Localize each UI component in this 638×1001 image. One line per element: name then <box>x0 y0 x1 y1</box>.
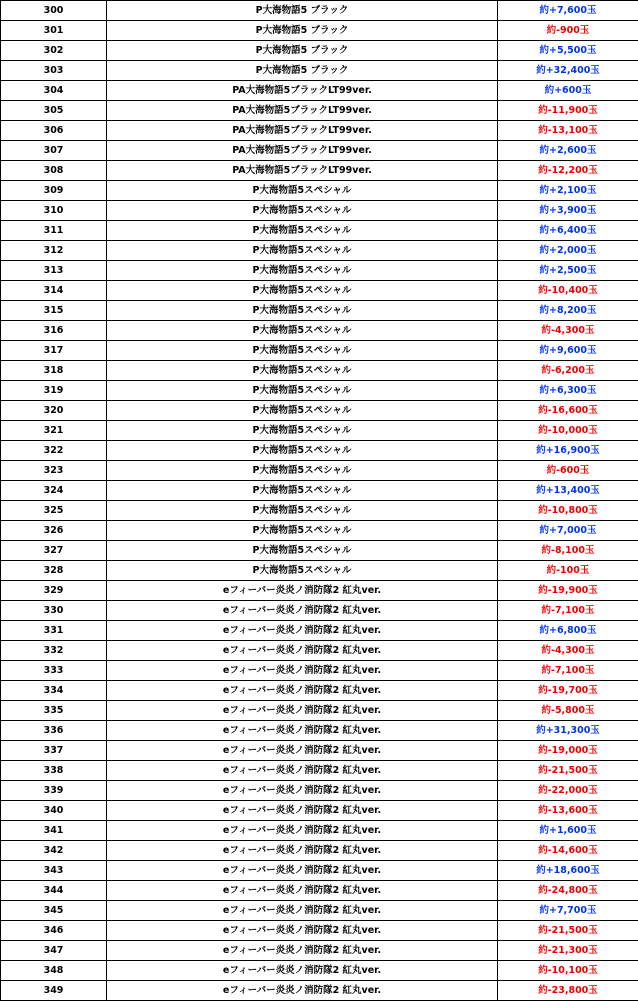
machine-name-cell: P大海物語5スペシャル <box>107 421 498 441</box>
machine-number-cell: 336 <box>1 721 107 741</box>
machine-number-cell: 338 <box>1 761 107 781</box>
result-cell: 約-13,100玉 <box>498 121 638 141</box>
machine-name-cell: P大海物語5 ブラック <box>107 21 498 41</box>
machine-name-cell: PA大海物語5ブラックLT99ver. <box>107 101 498 121</box>
table-row <box>1 21 638 41</box>
machine-number-cell: 323 <box>1 461 107 481</box>
machine-number-cell: 314 <box>1 281 107 301</box>
table-row <box>1 381 638 401</box>
result-cell: 約+6,800玉 <box>498 621 638 641</box>
machine-name-cell: P大海物語5スペシャル <box>107 301 498 321</box>
result-cell: 約+7,600玉 <box>498 1 638 21</box>
result-cell: 約+8,200玉 <box>498 301 638 321</box>
result-cell: 約+16,900玉 <box>498 441 638 461</box>
result-cell: 約+1,600玉 <box>498 821 638 841</box>
table-row <box>1 761 638 781</box>
machine-name-cell: P大海物語5スペシャル <box>107 521 498 541</box>
machine-name-cell: eフィーバー炎炎ノ消防隊2 紅丸ver. <box>107 901 498 921</box>
machine-number-cell: 313 <box>1 261 107 281</box>
table-row <box>1 541 638 561</box>
result-cell: 約-13,600玉 <box>498 801 638 821</box>
table-row <box>1 721 638 741</box>
table-row <box>1 841 638 861</box>
table-row <box>1 941 638 961</box>
machine-name-cell: eフィーバー炎炎ノ消防隊2 紅丸ver. <box>107 641 498 661</box>
table-row <box>1 561 638 581</box>
machine-name-cell: eフィーバー炎炎ノ消防隊2 紅丸ver. <box>107 581 498 601</box>
table-row <box>1 341 638 361</box>
machine-number-cell: 303 <box>1 61 107 81</box>
result-cell: 約+9,600玉 <box>498 341 638 361</box>
machine-number-cell: 320 <box>1 401 107 421</box>
table-row <box>1 481 638 501</box>
machine-name-cell: P大海物語5スペシャル <box>107 561 498 581</box>
machine-number-cell: 304 <box>1 81 107 101</box>
machine-name-cell: PA大海物語5ブラックLT99ver. <box>107 141 498 161</box>
machine-name-cell: eフィーバー炎炎ノ消防隊2 紅丸ver. <box>107 781 498 801</box>
machine-number-cell: 344 <box>1 881 107 901</box>
machine-number-cell: 300 <box>1 1 107 21</box>
table-row <box>1 141 638 161</box>
table-row <box>1 101 638 121</box>
table-row <box>1 41 638 61</box>
result-cell: 約-6,200玉 <box>498 361 638 381</box>
machine-name-cell: eフィーバー炎炎ノ消防隊2 紅丸ver. <box>107 801 498 821</box>
table-row <box>1 201 638 221</box>
result-cell: 約+13,400玉 <box>498 481 638 501</box>
machine-number-cell: 312 <box>1 241 107 261</box>
machine-name-cell: P大海物語5スペシャル <box>107 321 498 341</box>
table-row <box>1 221 638 241</box>
machine-name-cell: eフィーバー炎炎ノ消防隊2 紅丸ver. <box>107 701 498 721</box>
machine-number-cell: 329 <box>1 581 107 601</box>
machine-name-cell: P大海物語5スペシャル <box>107 201 498 221</box>
machine-name-cell: P大海物語5スペシャル <box>107 481 498 501</box>
table-row <box>1 781 638 801</box>
machine-number-cell: 347 <box>1 941 107 961</box>
machine-number-cell: 339 <box>1 781 107 801</box>
machine-number-cell: 326 <box>1 521 107 541</box>
machine-number-cell: 305 <box>1 101 107 121</box>
table-row <box>1 321 638 341</box>
table-row <box>1 261 638 281</box>
machine-number-cell: 334 <box>1 681 107 701</box>
machine-name-cell: eフィーバー炎炎ノ消防隊2 紅丸ver. <box>107 961 498 981</box>
result-cell: 約-7,100玉 <box>498 661 638 681</box>
result-cell: 約-24,800玉 <box>498 881 638 901</box>
machine-number-cell: 306 <box>1 121 107 141</box>
table-row <box>1 281 638 301</box>
table-row <box>1 501 638 521</box>
table-row <box>1 461 638 481</box>
machine-name-cell: eフィーバー炎炎ノ消防隊2 紅丸ver. <box>107 821 498 841</box>
result-cell: 約-21,500玉 <box>498 921 638 941</box>
machine-number-cell: 318 <box>1 361 107 381</box>
result-cell: 約-16,600玉 <box>498 401 638 421</box>
machine-number-cell: 341 <box>1 821 107 841</box>
table-row <box>1 741 638 761</box>
machine-number-cell: 302 <box>1 41 107 61</box>
machine-name-cell: P大海物語5スペシャル <box>107 361 498 381</box>
machine-name-cell: eフィーバー炎炎ノ消防隊2 紅丸ver. <box>107 981 498 1001</box>
result-cell: 約+18,600玉 <box>498 861 638 881</box>
machine-name-cell: P大海物語5 ブラック <box>107 41 498 61</box>
table-row <box>1 181 638 201</box>
machine-number-cell: 345 <box>1 901 107 921</box>
machine-number-cell: 310 <box>1 201 107 221</box>
result-cell: 約+6,300玉 <box>498 381 638 401</box>
table-row <box>1 1 638 21</box>
result-cell: 約+3,900玉 <box>498 201 638 221</box>
table-row <box>1 861 638 881</box>
table-row <box>1 701 638 721</box>
machine-number-cell: 348 <box>1 961 107 981</box>
table-row <box>1 921 638 941</box>
result-cell: 約+32,400玉 <box>498 61 638 81</box>
machine-name-cell: P大海物語5スペシャル <box>107 281 498 301</box>
machine-name-cell: eフィーバー炎炎ノ消防隊2 紅丸ver. <box>107 681 498 701</box>
machine-number-cell: 308 <box>1 161 107 181</box>
machine-number-cell: 317 <box>1 341 107 361</box>
result-cell: 約-8,100玉 <box>498 541 638 561</box>
machine-number-cell: 324 <box>1 481 107 501</box>
table-row <box>1 601 638 621</box>
result-cell: 約-900玉 <box>498 21 638 41</box>
table-row <box>1 161 638 181</box>
result-cell: 約-19,700玉 <box>498 681 638 701</box>
machine-number-cell: 330 <box>1 601 107 621</box>
result-cell: 約-12,200玉 <box>498 161 638 181</box>
machine-number-cell: 340 <box>1 801 107 821</box>
machine-number-cell: 315 <box>1 301 107 321</box>
machine-name-cell: PA大海物語5ブラックLT99ver. <box>107 121 498 141</box>
machine-name-cell: P大海物語5スペシャル <box>107 181 498 201</box>
machine-name-cell: eフィーバー炎炎ノ消防隊2 紅丸ver. <box>107 661 498 681</box>
machine-number-cell: 349 <box>1 981 107 1001</box>
machine-name-cell: PA大海物語5ブラックLT99ver. <box>107 81 498 101</box>
machine-number-cell: 316 <box>1 321 107 341</box>
table-row <box>1 581 638 601</box>
machine-number-cell: 337 <box>1 741 107 761</box>
machine-number-cell: 328 <box>1 561 107 581</box>
machine-number-cell: 333 <box>1 661 107 681</box>
machine-number-cell: 325 <box>1 501 107 521</box>
table-row <box>1 401 638 421</box>
machine-number-cell: 331 <box>1 621 107 641</box>
result-cell: 約+2,600玉 <box>498 141 638 161</box>
table-row <box>1 301 638 321</box>
machine-name-cell: P大海物語5スペシャル <box>107 221 498 241</box>
table-row <box>1 681 638 701</box>
result-cell: 約-7,100玉 <box>498 601 638 621</box>
machine-number-cell: 319 <box>1 381 107 401</box>
result-cell: 約-10,400玉 <box>498 281 638 301</box>
machine-name-cell: eフィーバー炎炎ノ消防隊2 紅丸ver. <box>107 621 498 641</box>
machine-name-cell: eフィーバー炎炎ノ消防隊2 紅丸ver. <box>107 881 498 901</box>
table-row <box>1 821 638 841</box>
table-row <box>1 521 638 541</box>
machine-name-cell: eフィーバー炎炎ノ消防隊2 紅丸ver. <box>107 841 498 861</box>
machine-number-cell: 346 <box>1 921 107 941</box>
machine-name-cell: P大海物語5 ブラック <box>107 61 498 81</box>
result-cell: 約+2,100玉 <box>498 181 638 201</box>
machine-number-cell: 343 <box>1 861 107 881</box>
machine-name-cell: eフィーバー炎炎ノ消防隊2 紅丸ver. <box>107 721 498 741</box>
result-cell: 約+2,500玉 <box>498 261 638 281</box>
table-row <box>1 441 638 461</box>
machine-name-cell: PA大海物語5ブラックLT99ver. <box>107 161 498 181</box>
machine-name-cell: P大海物語5スペシャル <box>107 341 498 361</box>
table-row <box>1 901 638 921</box>
table-row <box>1 241 638 261</box>
result-cell: 約-21,500玉 <box>498 761 638 781</box>
machine-number-cell: 309 <box>1 181 107 201</box>
machine-name-cell: P大海物語5スペシャル <box>107 381 498 401</box>
machine-number-cell: 332 <box>1 641 107 661</box>
machine-name-cell: P大海物語5 ブラック <box>107 1 498 21</box>
machine-number-cell: 311 <box>1 221 107 241</box>
machine-name-cell: eフィーバー炎炎ノ消防隊2 紅丸ver. <box>107 941 498 961</box>
table-row <box>1 801 638 821</box>
result-cell: 約-10,000玉 <box>498 421 638 441</box>
machine-number-cell: 321 <box>1 421 107 441</box>
machine-number-cell: 342 <box>1 841 107 861</box>
machine-number-cell: 335 <box>1 701 107 721</box>
machine-number-cell: 322 <box>1 441 107 461</box>
table-row <box>1 621 638 641</box>
result-cell: 約-5,800玉 <box>498 701 638 721</box>
machine-name-cell: P大海物語5スペシャル <box>107 501 498 521</box>
table-row <box>1 961 638 981</box>
table-row <box>1 421 638 441</box>
machine-number-cell: 327 <box>1 541 107 561</box>
machine-name-cell: eフィーバー炎炎ノ消防隊2 紅丸ver. <box>107 921 498 941</box>
machine-number-cell: 307 <box>1 141 107 161</box>
result-cell: 約+600玉 <box>498 81 638 101</box>
result-cell: 約-10,800玉 <box>498 501 638 521</box>
result-cell: 約-23,800玉 <box>498 981 638 1001</box>
result-cell: 約-14,600玉 <box>498 841 638 861</box>
machine-name-cell: P大海物語5スペシャル <box>107 461 498 481</box>
machine-number-cell: 301 <box>1 21 107 41</box>
result-cell: 約-600玉 <box>498 461 638 481</box>
machine-name-cell: eフィーバー炎炎ノ消防隊2 紅丸ver. <box>107 741 498 761</box>
result-cell: 約-22,000玉 <box>498 781 638 801</box>
result-cell: 約-11,900玉 <box>498 101 638 121</box>
machine-name-cell: eフィーバー炎炎ノ消防隊2 紅丸ver. <box>107 601 498 621</box>
result-cell: 約+5,500玉 <box>498 41 638 61</box>
result-cell: 約+2,000玉 <box>498 241 638 261</box>
table-row <box>1 361 638 381</box>
result-cell: 約+31,300玉 <box>498 721 638 741</box>
machine-name-cell: P大海物語5スペシャル <box>107 241 498 261</box>
table-row <box>1 881 638 901</box>
machine-name-cell: P大海物語5スペシャル <box>107 441 498 461</box>
machine-name-cell: P大海物語5スペシャル <box>107 401 498 421</box>
result-cell: 約-100玉 <box>498 561 638 581</box>
result-cell: 約+6,400玉 <box>498 221 638 241</box>
machine-name-cell: P大海物語5スペシャル <box>107 541 498 561</box>
result-cell: 約-21,300玉 <box>498 941 638 961</box>
result-cell: 約-19,900玉 <box>498 581 638 601</box>
machine-name-cell: eフィーバー炎炎ノ消防隊2 紅丸ver. <box>107 861 498 881</box>
result-cell: 約+7,000玉 <box>498 521 638 541</box>
result-cell: 約-10,100玉 <box>498 961 638 981</box>
results-table-body <box>1 1 638 1001</box>
result-cell: 約-4,300玉 <box>498 321 638 341</box>
table-row <box>1 61 638 81</box>
table-row <box>1 121 638 141</box>
result-cell: 約-19,000玉 <box>498 741 638 761</box>
table-row <box>1 981 638 1001</box>
table-row <box>1 81 638 101</box>
machine-name-cell: P大海物語5スペシャル <box>107 261 498 281</box>
result-cell: 約+7,700玉 <box>498 901 638 921</box>
table-row <box>1 661 638 681</box>
machine-name-cell: eフィーバー炎炎ノ消防隊2 紅丸ver. <box>107 761 498 781</box>
result-cell: 約-4,300玉 <box>498 641 638 661</box>
table-row <box>1 641 638 661</box>
